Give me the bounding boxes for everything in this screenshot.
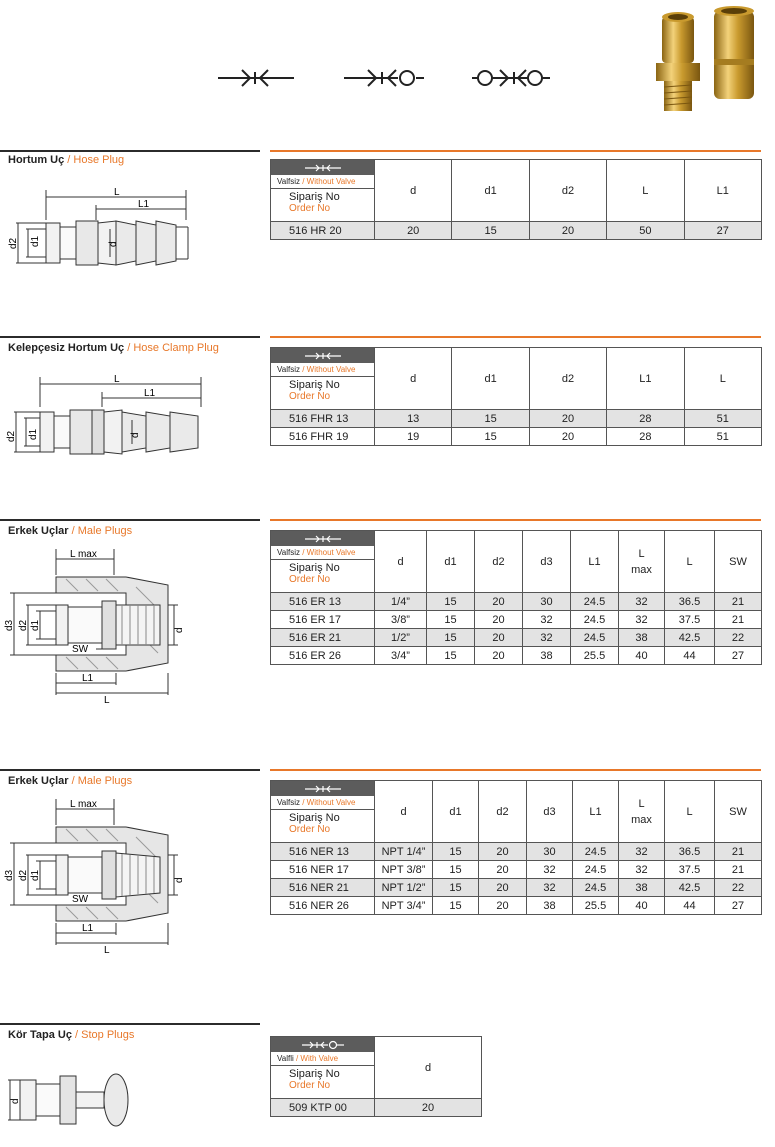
coupling-one-valve-symbol <box>344 70 424 86</box>
section-title: Kör Tapa Uç / Stop Plugs <box>8 1029 135 1041</box>
col-header: d1 <box>452 160 529 222</box>
dim-label-SW: SW <box>72 644 89 655</box>
dim-label-L1: L1 <box>144 388 156 399</box>
dim-label-d: d <box>174 627 185 633</box>
no-valve-icon <box>303 351 343 361</box>
coupling-two-valve-symbol <box>472 70 550 86</box>
dim-label-d1: d1 <box>30 869 41 881</box>
table-row: 516 NER 21 NPT 1/2” 15 20 32 24.5 38 42.5 22 <box>271 879 762 897</box>
dim-label-L1: L1 <box>138 199 150 210</box>
male-plugs-table <box>270 530 762 665</box>
col-header: SW <box>715 531 762 593</box>
dim-label-d2: d2 <box>18 619 29 631</box>
col-header: d <box>375 160 452 222</box>
dim-label-L: L <box>114 187 120 198</box>
npt-male-plugs-table <box>270 780 762 915</box>
col-header: L max <box>619 781 665 843</box>
col-header: L1 <box>573 781 619 843</box>
dim-label-d: d <box>130 432 141 438</box>
order-header: Valfsiz / Without Valve Sipariş No Order No <box>271 531 375 593</box>
dim-label-d2: d2 <box>6 430 17 442</box>
dim-label-d1: d1 <box>30 235 41 247</box>
hose-plug-drawing <box>6 185 206 275</box>
col-header: L1 <box>684 160 761 222</box>
col-header: d <box>375 781 433 843</box>
col-header: d1 <box>433 781 479 843</box>
col-header: d1 <box>452 348 529 410</box>
order-header: Valfsiz / Without Valve Sipariş No Order No <box>271 160 375 222</box>
no-valve-icon <box>303 784 343 794</box>
table-row: 516 HR 20 20 15 20 50 27 <box>271 222 762 240</box>
col-header: L <box>684 348 761 410</box>
col-header: d <box>375 531 427 593</box>
hose-clamp-plug-table <box>270 347 762 446</box>
col-header: d1 <box>427 531 475 593</box>
dim-label-d3: d3 <box>4 619 15 631</box>
table-row: 516 NER 26 NPT 3/4” 15 20 38 25.5 40 44 27 <box>271 897 762 915</box>
dim-label-d1: d1 <box>30 619 41 631</box>
col-header: d <box>375 348 452 410</box>
stop-plugs-table <box>270 1036 482 1117</box>
dim-label-d: d <box>10 1098 21 1104</box>
dim-label-L1: L1 <box>82 923 94 934</box>
dim-label-d: d <box>174 877 185 883</box>
dim-label-L: L <box>114 374 120 385</box>
table-row: 516 NER 13 NPT 1/4” 15 20 30 24.5 32 36.5 21 <box>271 843 762 861</box>
dim-label-L: L <box>104 945 110 956</box>
dim-label-d: d <box>108 241 119 247</box>
col-header: L max <box>619 531 665 593</box>
coupling-no-valve-symbol <box>218 70 294 86</box>
col-header: L1 <box>571 531 619 593</box>
order-header: Valfsiz / Without Valve Sipariş No Order No <box>271 348 375 410</box>
col-header: d2 <box>479 781 527 843</box>
col-header: d3 <box>523 531 571 593</box>
table-row: 516 ER 13 1/4” 15 20 30 24.5 32 36.5 21 <box>271 593 762 611</box>
section-title: Erkek Uçlar / Male Plugs <box>8 525 133 537</box>
dim-label-L1: L1 <box>82 673 94 684</box>
table-row: 516 NER 17 NPT 3/8” 15 20 32 24.5 32 37.5 21 <box>271 861 762 879</box>
dim-label-Lmax: L max <box>70 799 97 810</box>
no-valve-icon <box>303 163 343 173</box>
one-valve-icon <box>300 1040 346 1050</box>
table-row: 516 FHR 13 13 15 20 28 51 <box>271 410 762 428</box>
hose-plug-table <box>270 159 762 240</box>
coupling-symbols <box>210 60 570 96</box>
col-header: d2 <box>475 531 523 593</box>
table-row: 516 ER 21 1/2” 15 20 32 24.5 38 42.5 22 <box>271 629 762 647</box>
dim-label-d3: d3 <box>4 869 15 881</box>
table-row: 509 KTP 00 20 <box>271 1099 482 1117</box>
npt-male-plug-drawing <box>6 795 206 955</box>
dim-label-SW: SW <box>72 894 89 905</box>
order-header: Valfli / With Valve Sipariş No Order No <box>271 1037 375 1099</box>
col-header: L <box>607 160 684 222</box>
col-header: L <box>665 531 715 593</box>
col-header: L <box>665 781 715 843</box>
section-title: Erkek Uçlar / Male Plugs <box>8 775 133 787</box>
dim-label-Lmax: L max <box>70 549 97 560</box>
section-title: Hortum Uç / Hose Plug <box>8 154 125 166</box>
no-valve-icon <box>303 534 343 544</box>
male-plug-drawing <box>6 545 206 705</box>
dim-label-d2: d2 <box>18 869 29 881</box>
col-header: SW <box>715 781 762 843</box>
dim-label-L: L <box>104 695 110 706</box>
col-header: d2 <box>529 160 606 222</box>
order-header: Valfsiz / Without Valve Sipariş No Order No <box>271 781 375 843</box>
section-title: Kelepçesiz Hortum Uç / Hose Clamp Plug <box>8 342 219 354</box>
table-row: 516 ER 17 3/8” 15 20 32 24.5 32 37.5 21 <box>271 611 762 629</box>
col-header: L1 <box>607 348 684 410</box>
hose-clamp-plug-drawing <box>6 372 206 462</box>
table-row: 516 ER 26 3/4” 15 20 38 25.5 40 44 27 <box>271 647 762 665</box>
table-row: 516 FHR 19 19 15 20 28 51 <box>271 428 762 446</box>
col-header: d3 <box>527 781 573 843</box>
product-photo <box>650 5 762 120</box>
dim-label-d1: d1 <box>28 428 39 440</box>
stop-plug-drawing <box>6 1068 156 1128</box>
dim-label-d2: d2 <box>8 237 19 249</box>
col-header: d <box>375 1037 482 1099</box>
col-header: d2 <box>529 348 606 410</box>
